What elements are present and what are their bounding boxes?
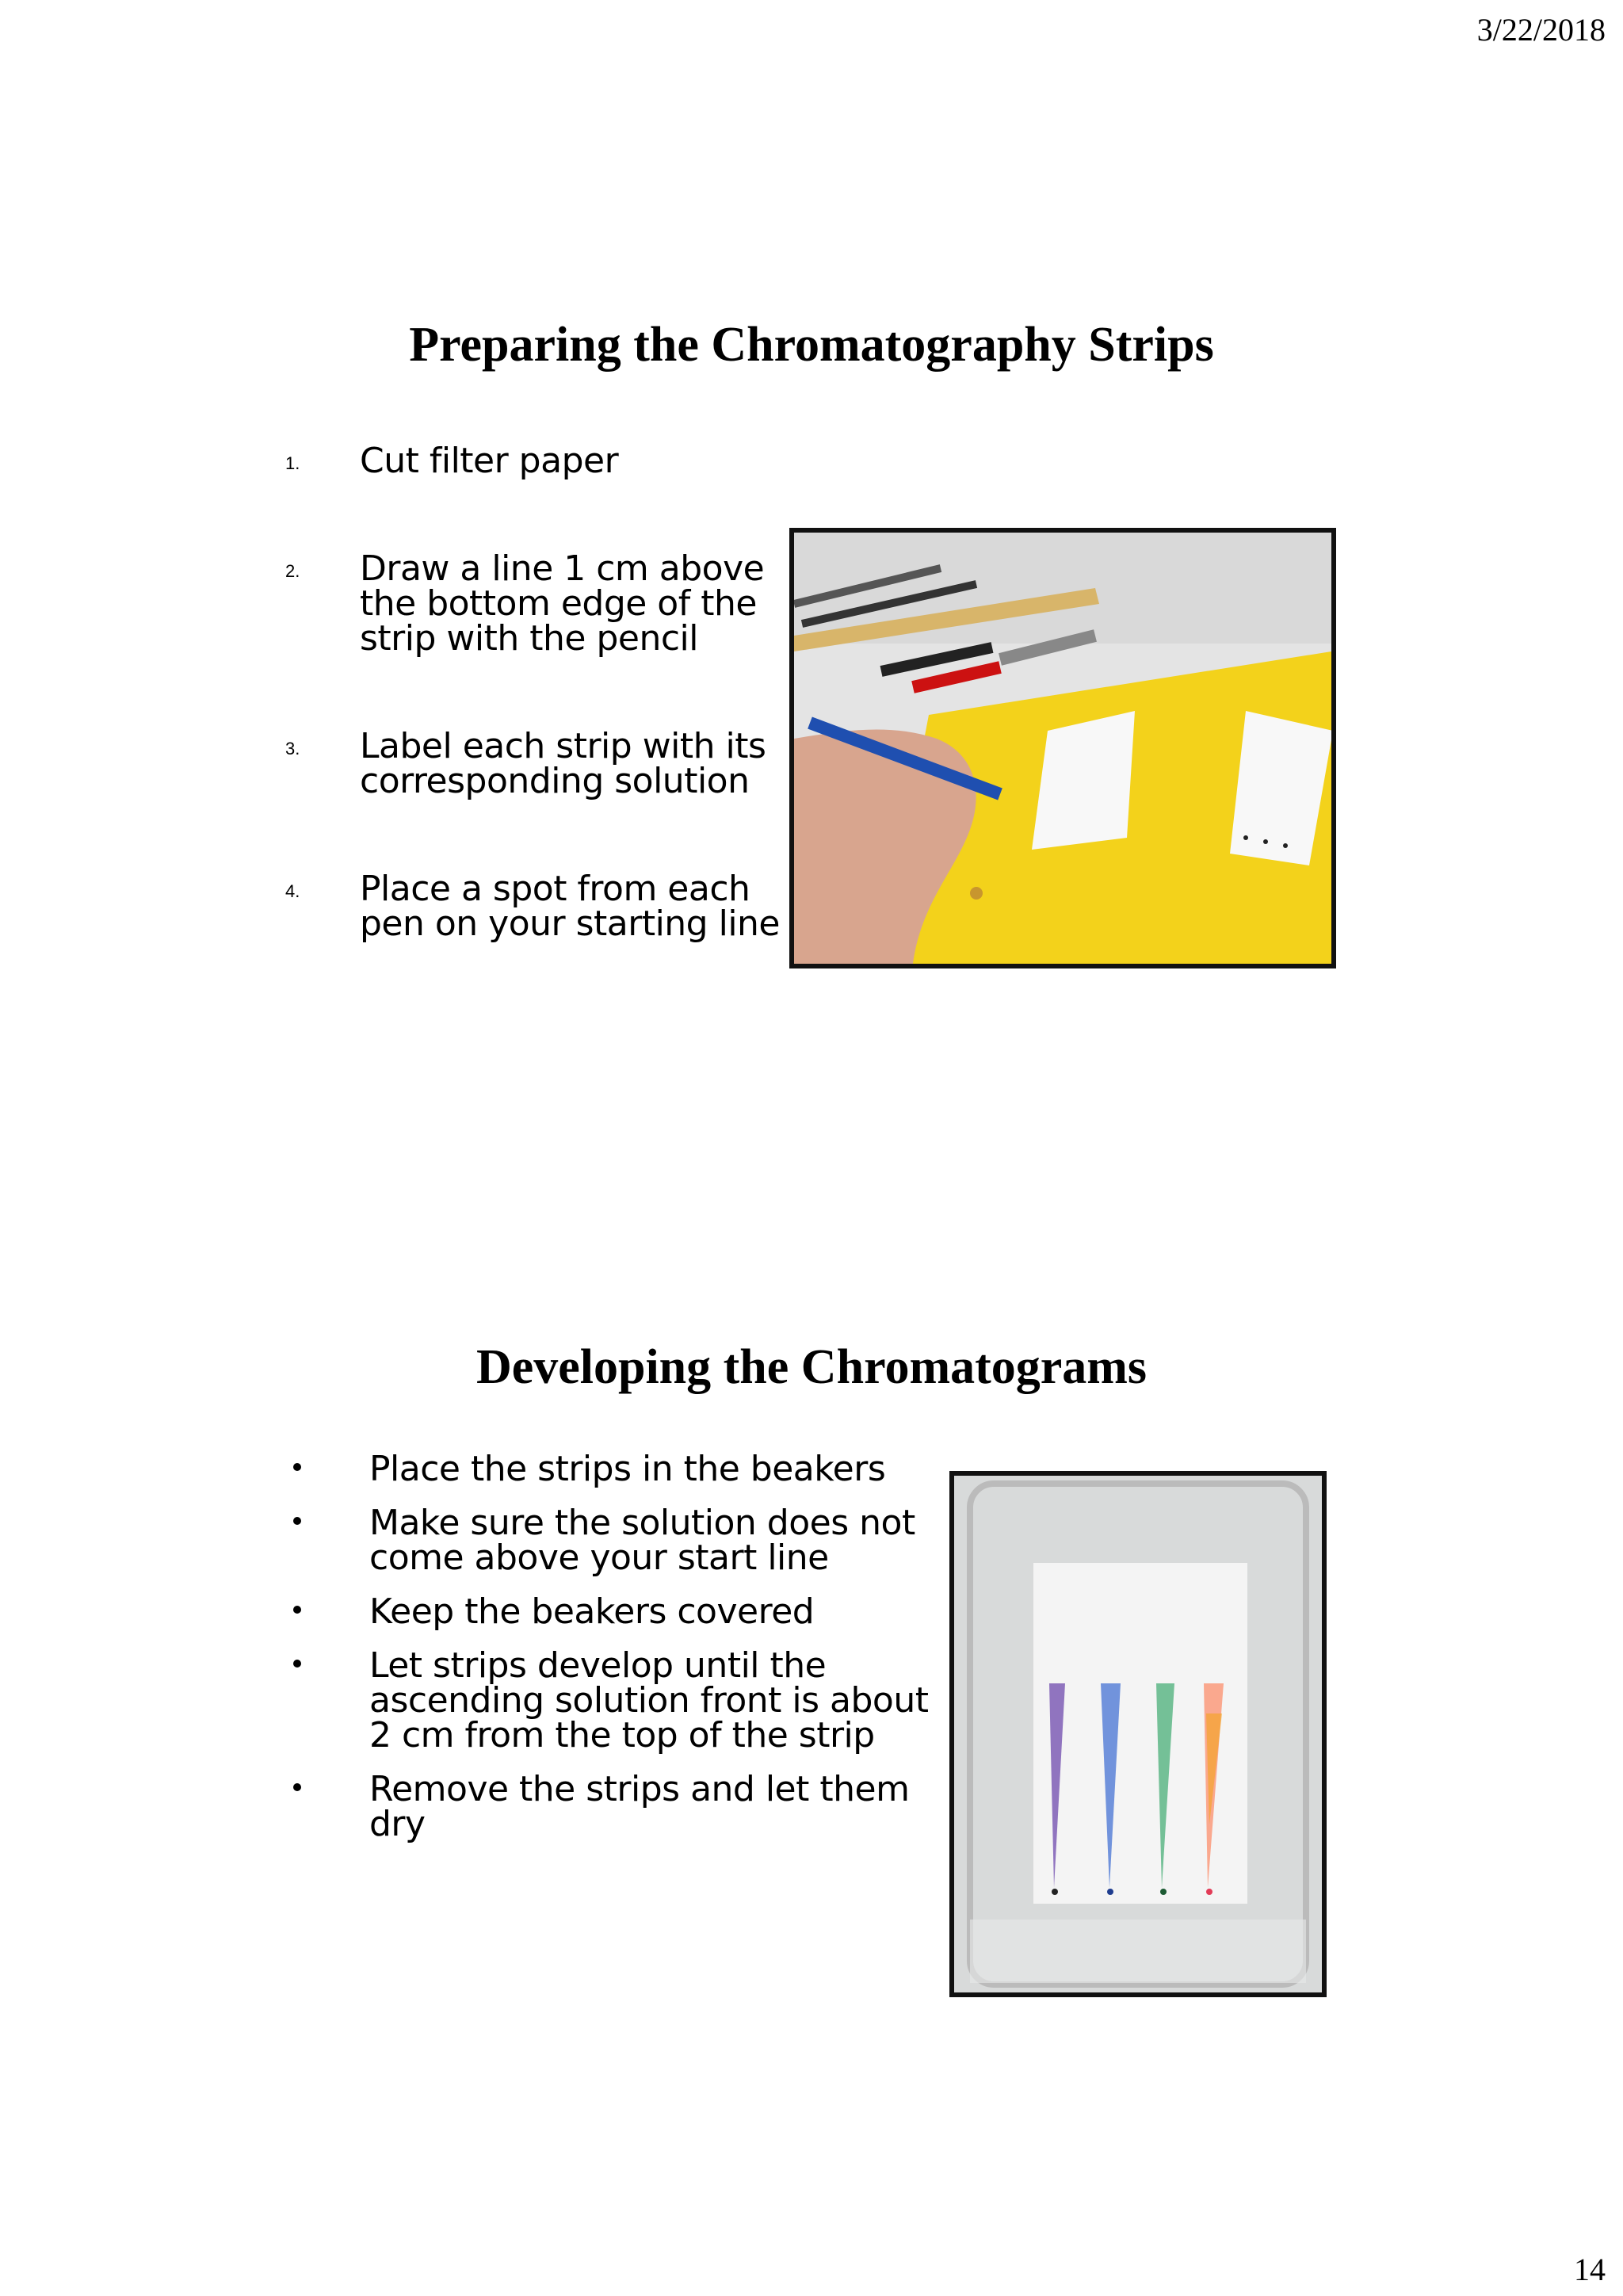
bullet-dot [293,1463,301,1471]
strip-preparation-photo [789,528,1336,968]
bullet-dot [293,1517,301,1525]
bullet-dot [293,1783,301,1791]
bullet-dot [293,1660,301,1668]
slide2-title: Developing the Chromatograms [475,1340,1148,1394]
bullet-text: Make sure the solution does not come above your start line [369,1503,915,1578]
step-text: Place a spot from each pen on your starting line [360,869,781,944]
step-number: 1. [285,453,300,473]
page-number: 14 [1574,2252,1606,2287]
bullet-text: Place the strips in the beakers [369,1449,886,1489]
bullet-text: Let strips develop until the ascending solution front is about 2 cm from the top of the strip [369,1645,929,1755]
chromatogram-beaker-photo [949,1471,1327,1997]
step-number: 3. [285,739,300,758]
bullet-text: Keep the beakers covered [369,1591,815,1632]
date-header: 3/22/2018 [1476,12,1606,48]
preparation-photo-illustration [794,533,1331,964]
step-number: 2. [285,561,300,581]
step-text: Draw a line 1 cm above the bottom edge of the strip with the pencil [360,548,765,659]
slide1-title: Preparing the Chromatography Strips [409,318,1214,372]
bullet-dot [293,1606,301,1614]
chromatogram-photo-illustration [954,1476,1322,1992]
bullet-text: Remove the strips and let them dry [369,1769,910,1844]
step-text: Cut filter paper [360,441,619,481]
step-number: 4. [285,881,300,901]
step-text: Label each strip with its corresponding solution [360,726,766,801]
